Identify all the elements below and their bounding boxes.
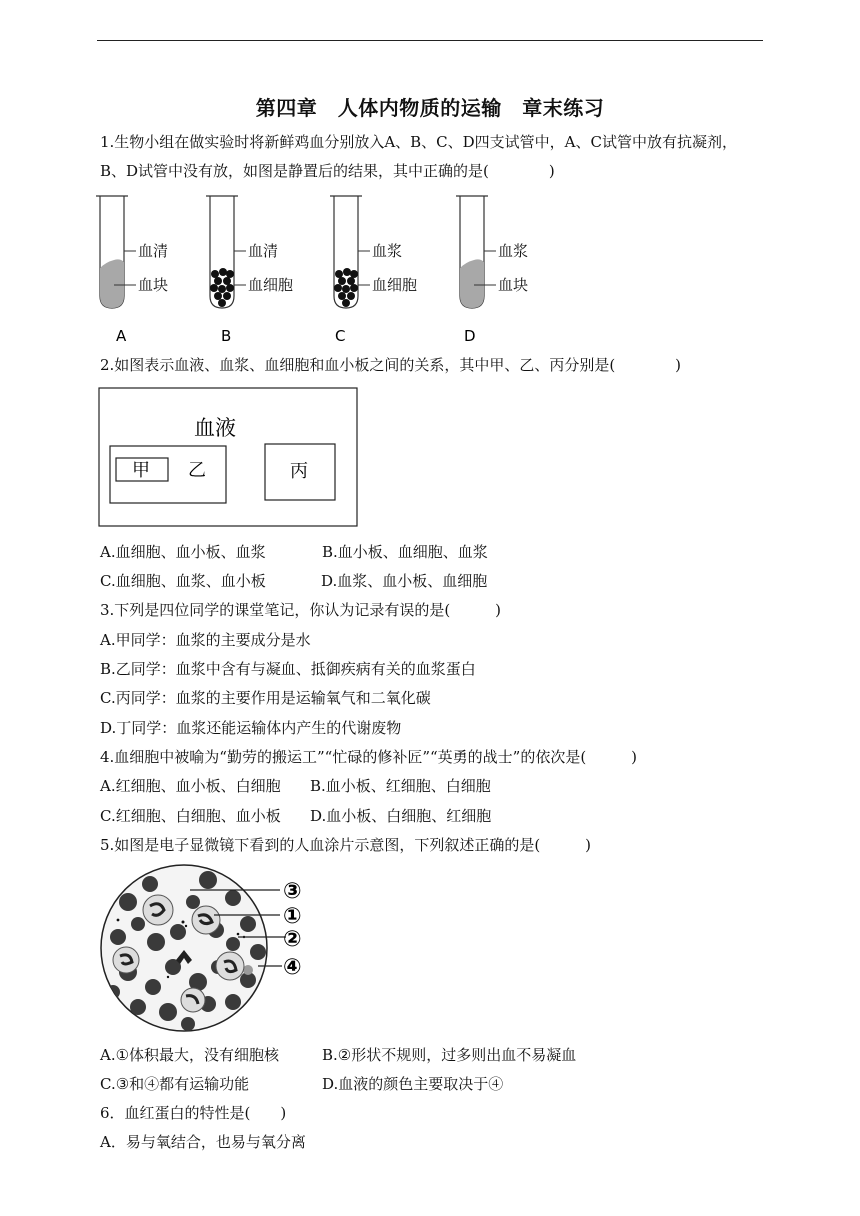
q2-option-a: A.血细胞、血小板、血浆	[100, 543, 266, 561]
q4-option-b: B.血小板、红细胞、白细胞	[310, 777, 491, 795]
tube-c-bottom-label: 血细胞	[372, 276, 418, 294]
tube-c	[330, 196, 417, 345]
q4-option-c: C.红细胞、白细胞、血小板	[100, 807, 281, 825]
tube-c-letter: C	[335, 327, 346, 345]
tube-a-bottom-label: 血块	[138, 276, 169, 294]
q5-option-a: A.①体积最大，没有细胞核	[100, 1046, 280, 1064]
q2-option-d: D.血浆、血小板、血细胞	[321, 572, 488, 590]
q1-tube-d-figure	[450, 188, 570, 353]
q2-stem: 2.如图表示血液、血浆、血细胞和血小板之间的关系，其中甲、乙、丙分别是( )	[100, 356, 682, 374]
tube-c-top-label: 血浆	[372, 242, 403, 260]
tube-d-letter: D	[464, 327, 476, 345]
tube-d	[456, 196, 528, 345]
smear-label-2: ②	[283, 927, 302, 952]
tube-a-top-label: 血清	[138, 242, 169, 260]
diagram-bing-label: 丙	[290, 461, 308, 482]
q3-stem: 3.下列是四位同学的课堂笔记，你认为记录有误的是( )	[100, 601, 502, 619]
q1-test-tubes-figure	[90, 188, 450, 353]
page-title: 第四章 人体内物质的运输 章末练习	[255, 96, 605, 120]
q2-blood-diagram	[98, 387, 360, 529]
smear-label-3: ③	[283, 879, 302, 904]
q3-option-b: B.乙同学：血浆中含有与凝血、抵御疾病有关的血浆蛋白	[100, 660, 476, 678]
q2-option-c: C.血细胞、血浆、血小板	[100, 572, 266, 590]
tube-d-bottom-label: 血块	[498, 276, 529, 294]
smear-label-1: ①	[283, 904, 302, 929]
q5-blood-smear-figure	[98, 862, 338, 1034]
q4-stem: 4.血细胞中被喻为“勤劳的搬运工”“忙碌的修补匠”“英勇的战士”的依次是( )	[100, 748, 638, 766]
q2-option-b: B.血小板、血细胞、血浆	[322, 543, 488, 561]
tube-a	[96, 196, 168, 345]
header-rule	[97, 40, 763, 41]
q6-option-a: A．易与氧结合，也易与氧分离	[100, 1133, 306, 1151]
tube-b-bottom-label: 血细胞	[248, 276, 294, 294]
diagram-yi-label: 乙	[188, 460, 206, 481]
smear-label-4: ④	[283, 955, 302, 980]
q3-option-a: A.甲同学：血浆的主要成分是水	[100, 631, 311, 649]
q1-stem-line1: 1.生物小组在做实验时将新鲜鸡血分别放入A、B、C、D四支试管中，A、C试管中放有抗凝剂，	[100, 133, 737, 151]
q4-option-d: D.血小板、白细胞、红细胞	[310, 807, 492, 825]
diagram-jia-label: 甲	[132, 460, 150, 481]
tube-b	[206, 196, 293, 345]
diagram-outer-label: 血液	[194, 416, 236, 440]
q4-option-a: A.红细胞、血小板、白细胞	[100, 777, 281, 795]
tube-a-letter: A	[116, 327, 127, 345]
q5-option-b: B.②形状不规则，过多则出血不易凝血	[322, 1046, 577, 1064]
q5-option-c: C.③和④都有运输功能	[100, 1075, 250, 1093]
tube-b-letter: B	[221, 327, 232, 345]
q5-stem: 5.如图是电子显微镜下看到的人血涂片示意图，下列叙述正确的是( )	[100, 836, 592, 854]
tube-d-top-label: 血浆	[498, 242, 529, 260]
q3-option-d: D.丁同学：血浆还能运输体内产生的代谢废物	[100, 719, 402, 737]
q5-option-d: D.血液的颜色主要取决于④	[322, 1075, 504, 1093]
tube-b-top-label: 血清	[248, 242, 279, 260]
q3-option-c: C.丙同学：血浆的主要作用是运输氧气和二氧化碳	[100, 689, 431, 707]
q6-stem: 6．血红蛋白的特性是( )	[100, 1104, 287, 1122]
q1-stem-line2: B、D试管中没有放，如图是静置后的结果，其中正确的是( )	[100, 162, 555, 180]
